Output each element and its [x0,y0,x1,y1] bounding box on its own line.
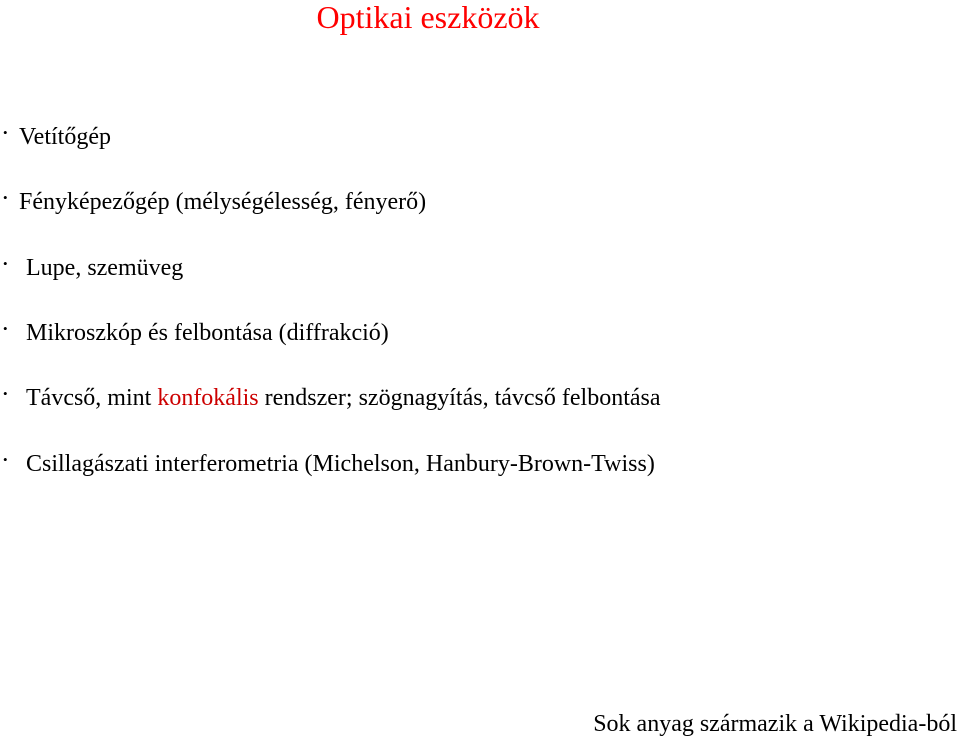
bullet-text: Csillagászati interferometria (Michelson, Hanbury-Brown-Twiss) [26,451,655,477]
bullet-text: Mikroszkóp és felbontása (diffrakció) [26,320,389,346]
bullet-text: Vetítőgép [19,124,111,150]
bullet-dot-icon: • [3,125,8,140]
bullet-dot-icon: • [3,386,8,401]
bullet-text: Fényképezőgép (mélységélesség, fényerő) [19,189,427,215]
slide-title: Optikai eszközök [316,0,540,35]
bullet-dot-icon: • [3,256,8,271]
bullet-text-after: rendszer; szögnagyítás, távcső felbontása [258,385,661,411]
bullet-dot-icon: • [3,321,8,336]
bullet-dot-icon: • [3,190,8,205]
bullet-text-before: Távcső, mint [26,385,158,411]
bullet-text [26,383,661,413]
source-footnote: Sok anyag származik a Wikipedia-ból [593,711,957,737]
bullet-text: Lupe, szemüveg [26,255,184,281]
highlighted-term: konfokális [157,385,259,411]
bullet-dot-icon: • [3,452,8,467]
